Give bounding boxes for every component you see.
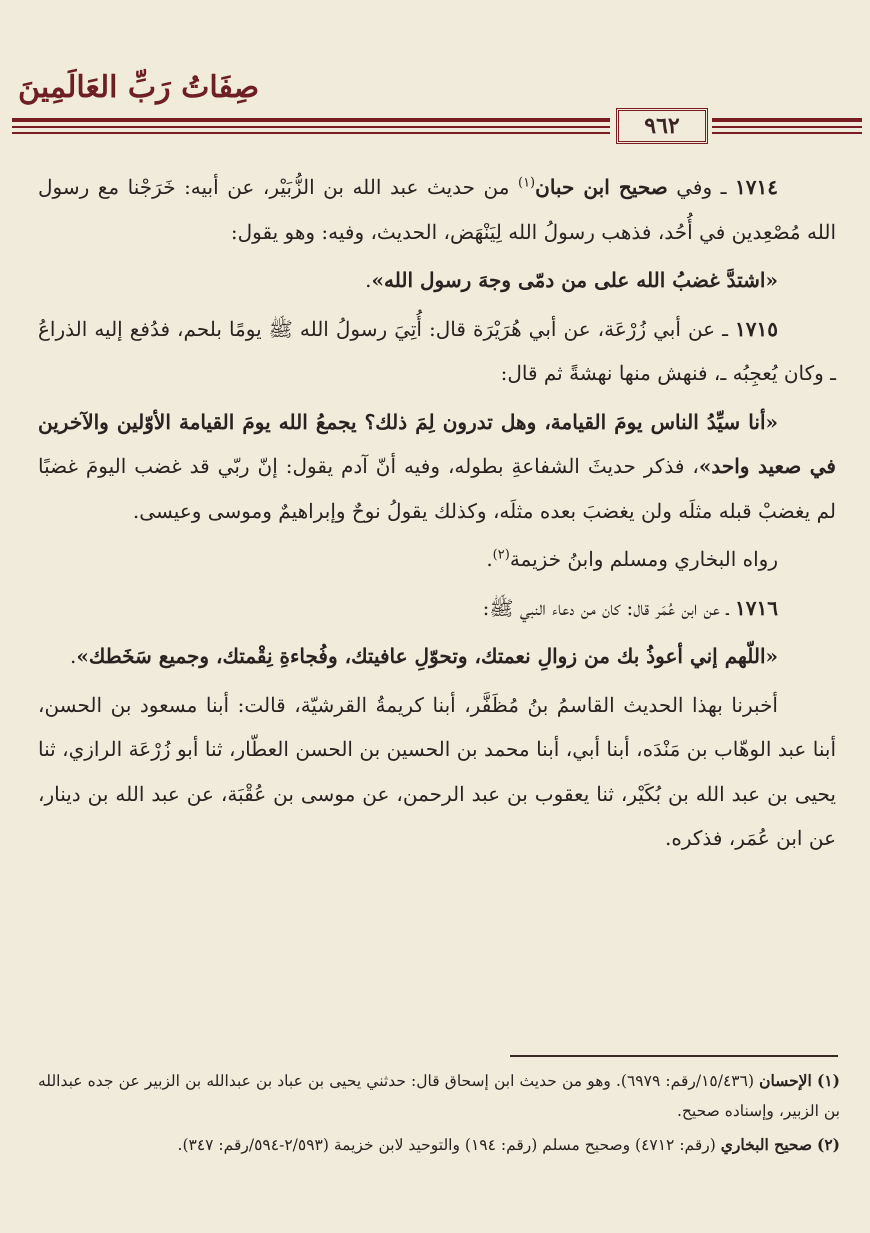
source-name: صحيح ابن حبان [535,175,668,199]
hadith-number: ١٧١٤ [735,175,778,199]
paragraph-1714: ١٧١٤ ـ وفي صحيح ابن حبان$^{(١)}$ من حديث عبد الله بن الزُّبَيْر، عن أبيه: خَرَجْنا مع رسول الله مُصْعِدين في أُحُد، فذهب رسولُ الله لِيَنْهَض، الحديث، وفيه: وهو يقول: [38,175,836,244]
quote-paragraph: «اشتدَّ غضبُ الله على من دمّى وجهَ رسول الله». [365,268,778,292]
book-title: صِفَاتُ رَبِّ العَالَمِينَ [18,70,260,105]
isnad-paragraph: أخبرنا بهذا الحديث القاسمُ بنُ مُظَفَّر، أبنا كريمةُ القرشيّة، قالت: أبنا مسعود بن الحسن، أبنا عبد الوهّاب بن مَنْدَه، أبنا أبي، أبنا محمد بن الحسين بن الحسن العطّار، ثنا أبو زُرْعَة الرازي، ثنا يحيى بن عبد الله بن بُكَيْر، ثنا يعقوب بن عبد الرحمن، عن موسى بن عُقْبَة، عن عبد الله بن دينار، عن ابن عُمَر، فذكره. [38,692,836,850]
header-rule [12,118,610,122]
footnote-ref[interactable]: (٢) [492,547,510,563]
header-rule [12,132,610,134]
hadith-quote: «اشتدَّ غضبُ الله على من دمّى وجهَ رسول الله» [371,268,778,292]
footnotes [38,1066,840,1164]
footnote-ref[interactable]: (١) [517,175,536,191]
paragraph-1716: ١٧١٦ ـ عن ابن عُمَر قال: كان من دعاء النبي ﷺ: [482,595,778,620]
main-text [38,165,836,865]
hadith-quote: «اللّهم إني أعوذُ بك من زوالِ نعمتك، وتحوّلِ عافيتك، وفُجاءةِ نِقْمتك، وجميع سَخَطك» [76,644,778,668]
footnote-2: (٢) صحيح البخاري (رقم: ٤٧١٢) وصحيح مسلم (رقم: ١٩٤) والتوحيد لابن خزيمة (٢/٥٩٣-٥٩٤/رقم: ٣٤٧). [177,1135,840,1154]
hadith-quote: «أنا سيِّدُ الناس يومَ القيامة، وهل تدرون لِمَ ذلك؟ يجمعُ الله يومَ القيامة الأوّلين والآخرين في صعيد واحد» [38,409,836,478]
narration-note: رواه البخاري ومسلم وابنُ خزيمة$^{(٢)}$. [486,547,778,571]
header-rule [712,118,862,122]
hadith-number: ١٧١٥ [735,316,778,341]
header-rule [712,132,862,134]
header-rule [12,126,610,128]
paragraph-1715: ١٧١٥ ـ عن أبي زُرْعَة، عن أبي هُرَيْرَة قال: أُتِيَ رسولُ الله ﷺ يومًا بلحم، فدُفع إليه الذراعُ ـ وكان يُعجِبُه ـ، فنهش منها نهشةً ثم قال: [38,316,836,385]
quote-paragraph: «اللّهم إني أعوذُ بك من زوالِ نعمتك، وتحوّلِ عافيتك، وفُجاءةِ نِقْمتك، وجميع سَخَطك». [70,644,778,668]
footnote-divider [510,1055,838,1057]
page-number: ٩٦٢ [616,108,708,144]
header-rule [712,126,862,128]
hadith-number: ١٧١٦ [735,595,778,620]
footnote-1: (١) الإحسان (١٥/٤٣٦/رقم: ٦٩٧٩). وهو من حديث ابن إسحاق قال: حدثني يحيى بن عباد بن عبدالله بن الزبير عن جده عبدالله بن الزبير، وإسناده صحيح. [38,1071,840,1120]
quote-paragraph: «أنا سيِّدُ الناس يومَ القيامة، وهل تدرون لِمَ ذلك؟ يجمعُ الله يومَ القيامة الأوّلين والآخرين في صعيد واحد»، فذكر حديثَ الشفاعةِ بطوله، وفيه أنّ آدم يقول: إنّ ربّي قد غضب اليومَ غضبًا لم يغضبْ قبله مثلَه ولن يغضبَ بعده مثلَه، وكذلك يقولُ نوحٌ وإبراهيمٌ وموسى وعيسى. [38,409,836,523]
